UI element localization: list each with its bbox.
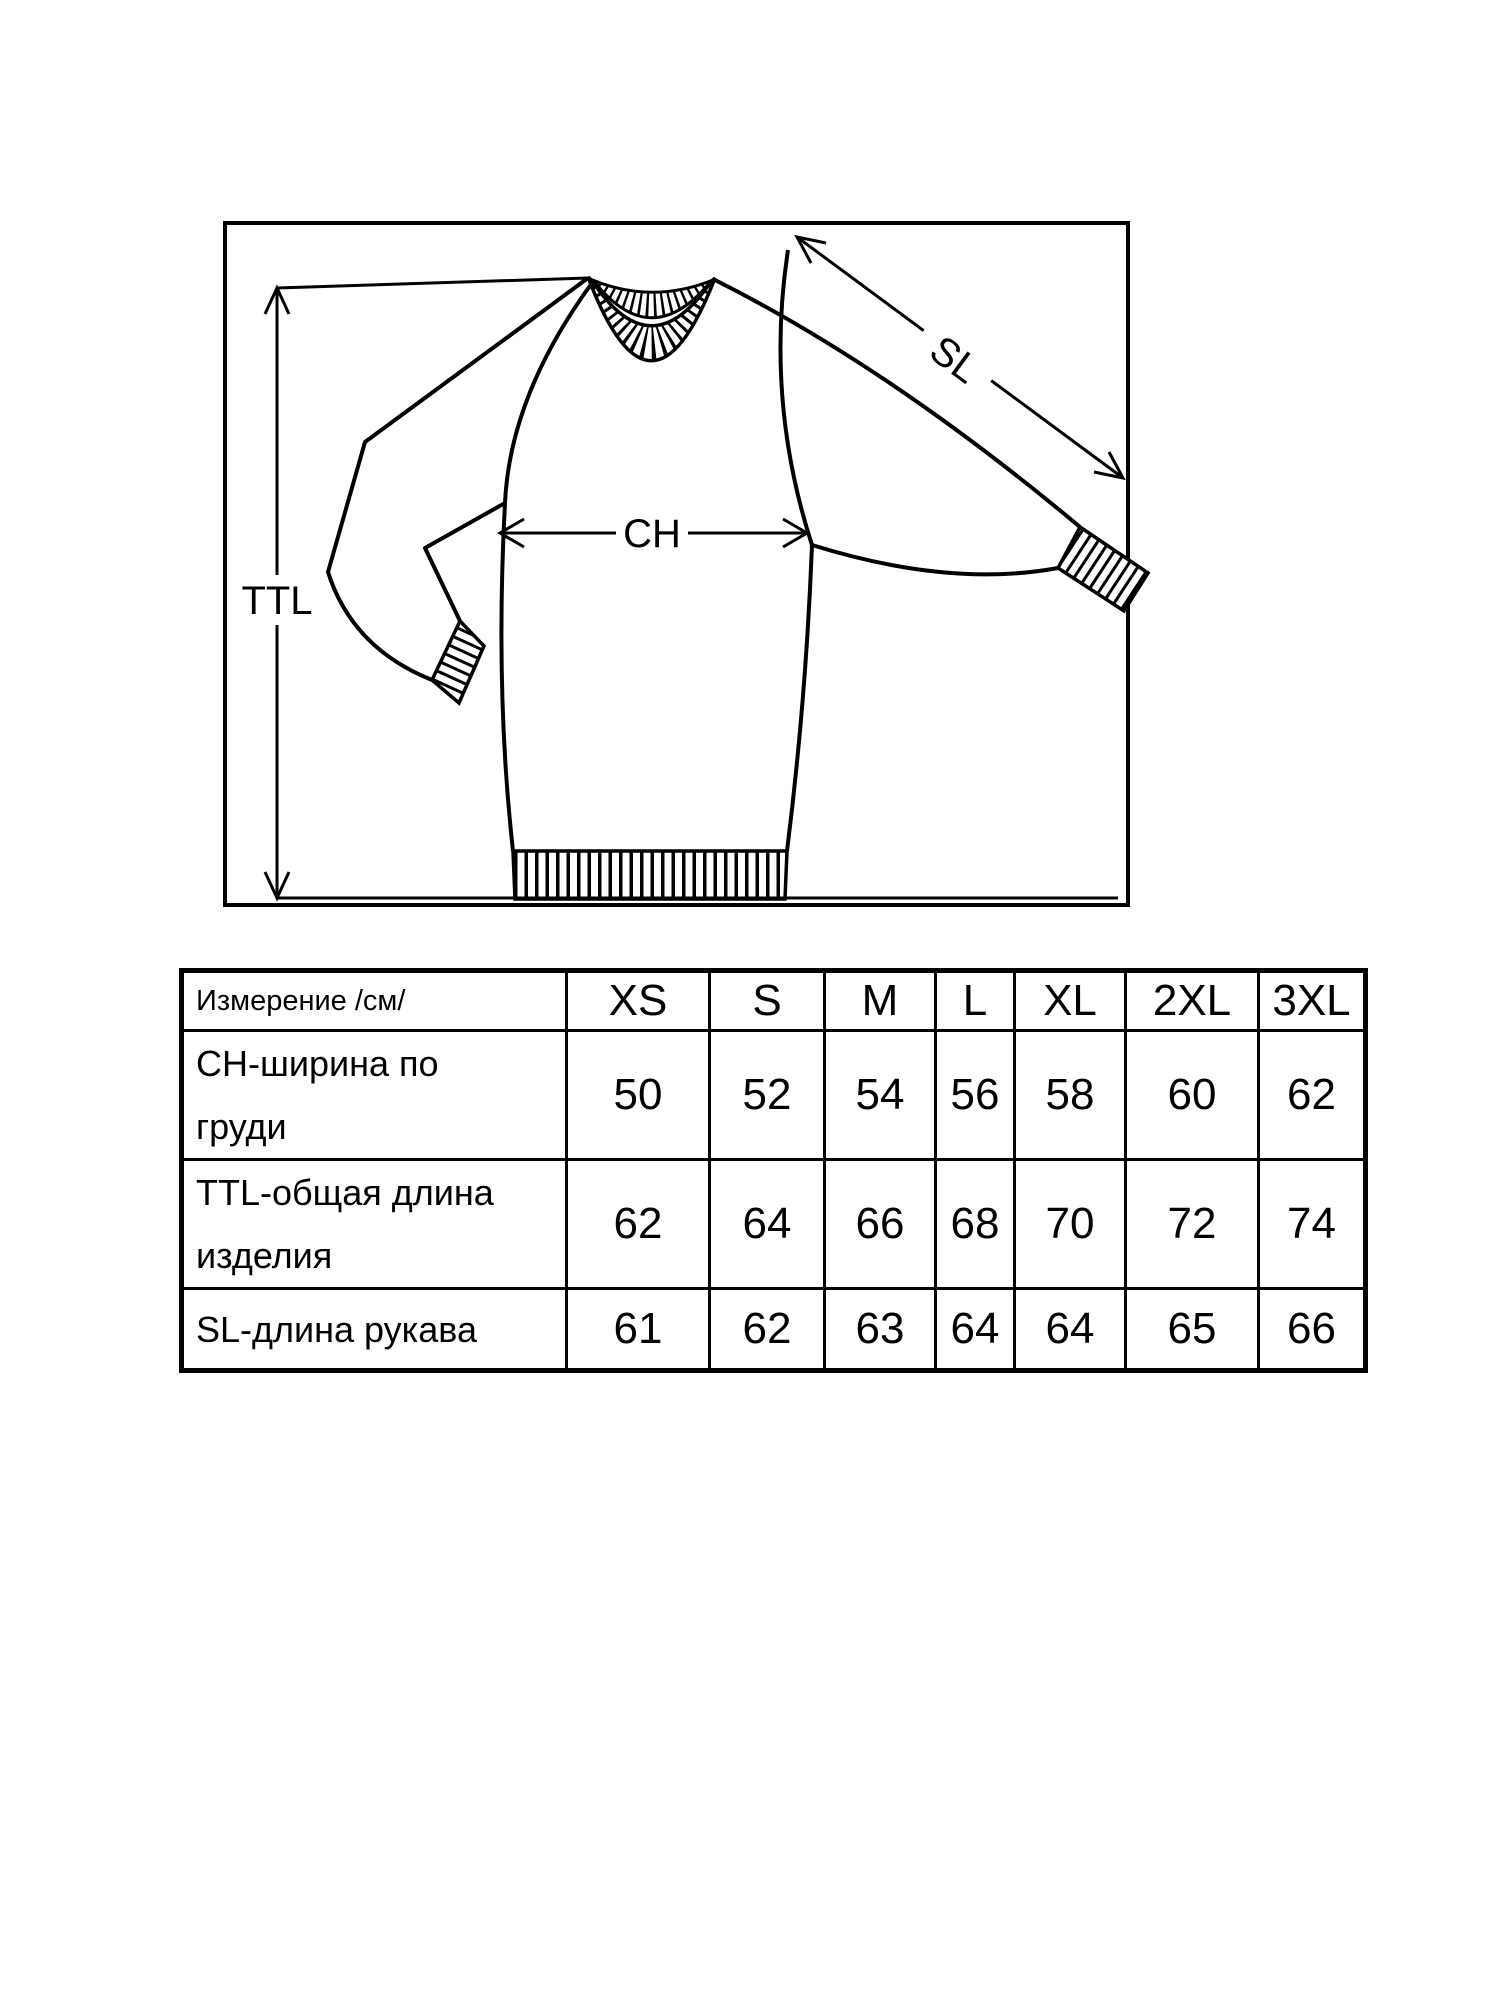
sleeve-value-l: 64 xyxy=(936,1289,1015,1371)
header-size-xs: XS xyxy=(567,971,710,1031)
header-size-3xl: 3XL xyxy=(1259,971,1366,1031)
chest-value-xs: 50 xyxy=(567,1031,710,1160)
left-raglan-seam xyxy=(505,283,592,503)
size-table xyxy=(179,968,1368,1373)
sl-label: SL xyxy=(921,327,988,393)
sleeve-value-s: 62 xyxy=(710,1289,825,1371)
row-label-sleeve: SL-длина рукава xyxy=(182,1289,567,1371)
row-label-total-length: TTL-общая длина изделия xyxy=(182,1160,567,1289)
header-size-l: L xyxy=(936,971,1015,1031)
body-right-edge xyxy=(787,545,812,851)
length-value-s: 64 xyxy=(710,1160,825,1289)
body-left-edge xyxy=(501,503,513,851)
dimension-arrows xyxy=(265,237,1123,898)
right-raglan-seam xyxy=(780,250,812,545)
header-size-2xl: 2XL xyxy=(1126,971,1259,1031)
chest-value-xl: 58 xyxy=(1015,1031,1126,1160)
table-header-row xyxy=(182,971,1366,1031)
table-row-chest xyxy=(182,1031,1366,1160)
ttl-reference-top xyxy=(277,278,588,288)
table-row-sleeve xyxy=(182,1289,1366,1371)
header-measure-label: Измерение /см/ xyxy=(182,971,567,1031)
ttl-label: TTL xyxy=(241,579,313,623)
left-underarm-seam xyxy=(425,503,505,621)
row-label-chest: CH-ширина по груди xyxy=(182,1031,567,1160)
chest-value-3xl: 62 xyxy=(1259,1031,1366,1160)
chest-value-l: 56 xyxy=(936,1031,1015,1160)
sleeve-value-xs: 61 xyxy=(567,1289,710,1371)
sleeve-value-xl: 64 xyxy=(1015,1289,1126,1371)
table-row-total-length xyxy=(182,1160,1366,1289)
length-value-2xl: 72 xyxy=(1126,1160,1259,1289)
header-size-s: S xyxy=(710,971,825,1031)
length-value-m: 66 xyxy=(825,1160,936,1289)
sleeve-value-m: 63 xyxy=(825,1289,936,1371)
sleeve-value-2xl: 65 xyxy=(1126,1289,1259,1371)
header-size-m: M xyxy=(825,971,936,1031)
length-value-xl: 70 xyxy=(1015,1160,1126,1289)
header-size-xl: XL xyxy=(1015,971,1126,1031)
sweater-measurement-diagram xyxy=(0,0,1500,950)
right-sleeve-bottom-edge xyxy=(812,545,1058,574)
length-value-3xl: 74 xyxy=(1259,1160,1366,1289)
sleeve-value-3xl: 66 xyxy=(1259,1289,1366,1371)
length-value-l: 68 xyxy=(936,1160,1015,1289)
chest-value-2xl: 60 xyxy=(1126,1031,1259,1160)
length-value-xs: 62 xyxy=(567,1160,710,1289)
right-sleeve-top-edge xyxy=(715,280,1080,527)
ch-label: CH xyxy=(623,512,681,556)
chest-value-m: 54 xyxy=(825,1031,936,1160)
chest-value-s: 52 xyxy=(710,1031,825,1160)
